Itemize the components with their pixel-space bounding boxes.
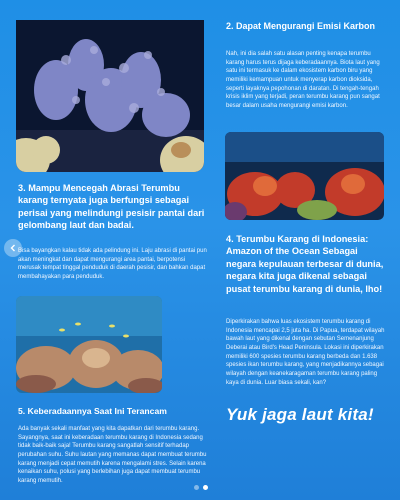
carousel-prev-button[interactable] [4,239,22,257]
section-3-title: 3. Mampu Mencegah Abrasi Terumbu karang ternyata juga berfungsi sebagai perisai yang melindungi pesisir pantai dari gelombang laut dan badai. [18,183,205,231]
section-2-body: Nah, ini dia salah satu alasan penting kenapa terumbu karang harus terus dijaga keberadaannya. Biota laut yang satu ini termasuk ke dalam ekosistem karbon biru yang memiliki kemampuan untuk menyerap karbon dioksida, seperti layaknya pepohonan di daratan. Di tengah-tengah krisis iklim yang terjadi, peran terumbu karang pun sangat besar dalam usaha mengurangi emisi karbon. [226,51,380,110]
carousel-pagination [194,485,208,490]
coral-photo-red-reef [225,132,384,220]
section-5-body: Ada banyak sekali manfaat yang kita dapatkan dari terumbu karang. Sayangnya, saat ini keberadaan terumbu karang di Indonesia sedang tidak baik-baik saja! Terumbu karang sangatlah sensitif terhadap perubahan suhu. Suhu lautan yang memanas dapat membuat terumbu karang menjadi cepat memutih karena mengalami stres. Selain karena kenaikan suhu, polusi yang berlebihan juga dapat membuat terumbu karang memutih. [18,426,207,485]
section-2-title: 2. Dapat Mengurangi Emisi Karbon [226,21,376,31]
pagination-dot-active[interactable] [203,485,208,490]
section-5-title: 5. Keberadaannya Saat Ini Terancam [18,406,167,416]
section-4-title: 4. Terumbu Karang di Indonesia: Amazon of the Ocean Sebagai negara kepulauan terbesar di dunia, negara kita juga dikenal sebagai pusat terumbu karang di dunia, lho! [226,234,384,294]
chevron-left-icon [9,244,17,252]
coral-photo-purple [16,20,204,172]
section-4-body: Diperkirakan bahwa luas ekosistem terumbu karang di Indonesia mencapai 2,5 juta ha. Di Papua, terdapat wilayah bawah laut yang dikenal dengan sebutan Semenanjung Deberai atau Bird's Head Peninsula. Lokasi ini diperkirakan memiliki 600 spesies terumbu karang berbeda dan 1.638 spesies ikan terumbu karang, yang menjadikannya sebagai wilayah dengan keanekaragaman terumbu karang paling kaya di dunia. Luar biasa sekali, kan? [226,319,385,386]
section-3-body: Bisa bayangkan kalau tidak ada pelindung ini. Laju abrasi di pantai pun akan meningkat dan dapat mengurangi area pantai, berpotensi merusak tempat tinggal penduduk di daerah pesisir, dan bahkan dapat membahayakan para penduduk. [18,248,207,281]
pagination-dot[interactable] [194,485,199,490]
tagline: Yuk jaga laut kita! [226,405,374,424]
coral-photo-reef-fish [16,296,162,393]
